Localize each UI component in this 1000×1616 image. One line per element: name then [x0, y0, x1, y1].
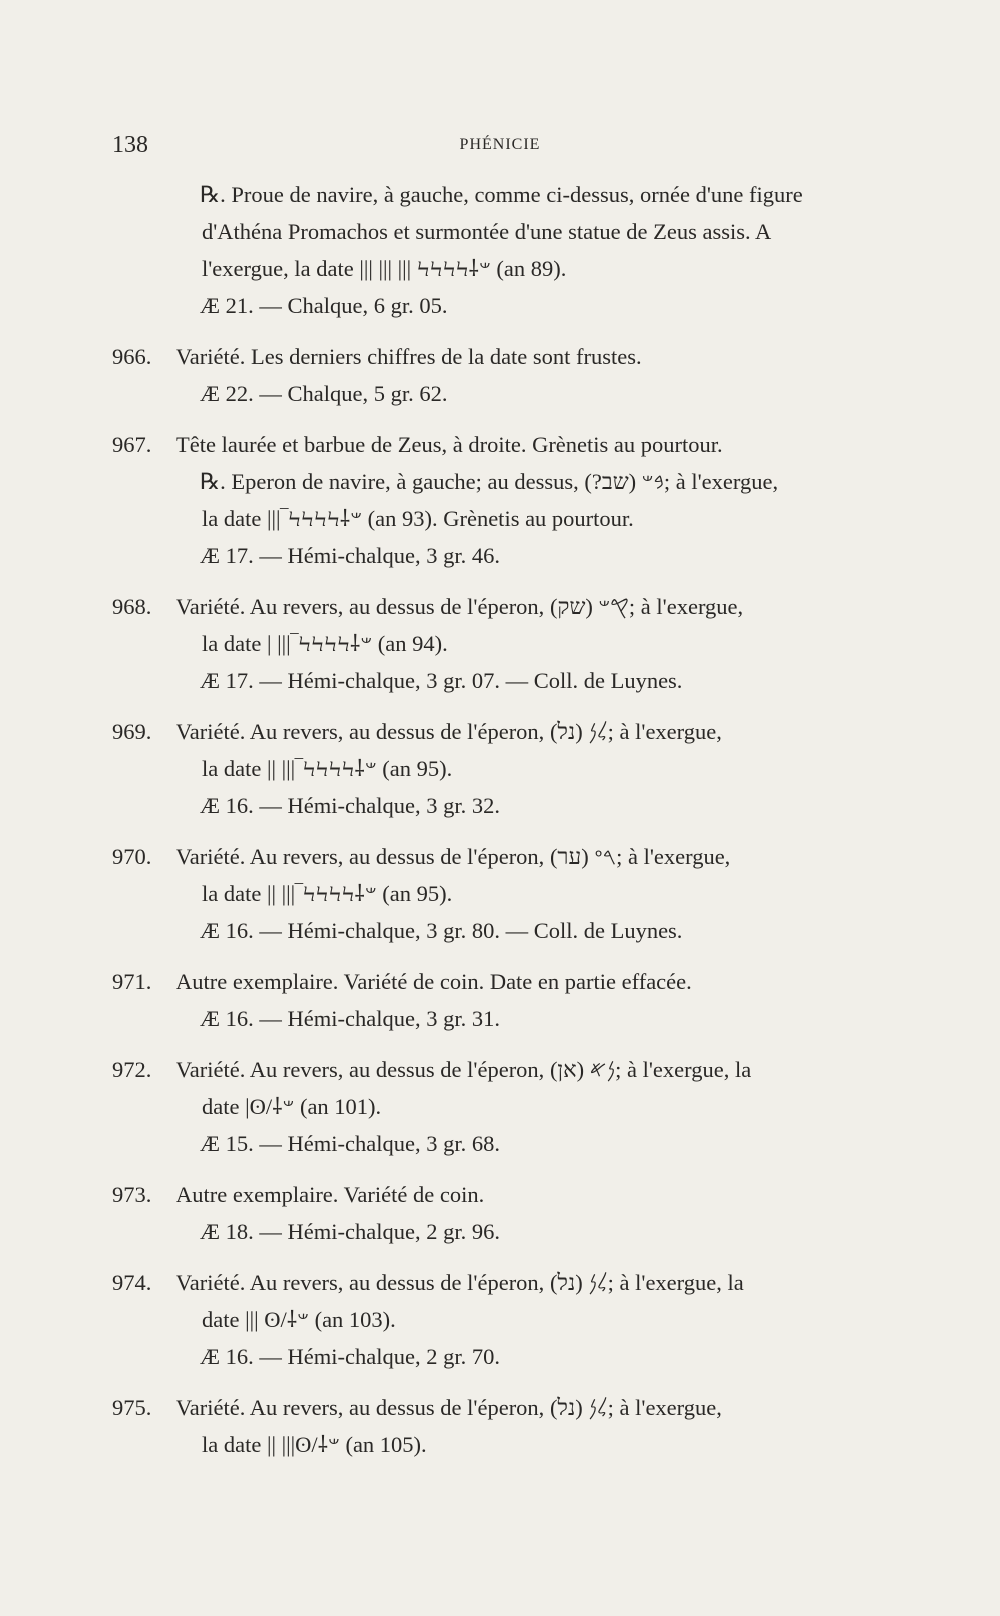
entry-line	[112, 213, 902, 250]
entry-line	[112, 875, 902, 912]
entry-number: 970.	[112, 844, 152, 869]
entry-text: Æ 22. — Chalque, 5 gr. 62.	[200, 381, 448, 406]
entry-line	[112, 787, 902, 824]
entry-text: Variété. Au revers, au dessus de l'éperon, 𐤋𐤍 (נל); à l'exergue, la	[176, 1270, 744, 1295]
entry-text: la date | |||‾ϞϞϞϞ⸸𐤔 (an 94).	[202, 631, 448, 656]
entry-number: 972.	[112, 1057, 152, 1082]
catalogue-entry	[112, 1051, 902, 1162]
catalogue-entries	[112, 176, 902, 1477]
entry-text: Æ 16. — Hémi-chalque, 3 gr. 32.	[200, 793, 500, 818]
entry-number: 969.	[112, 719, 152, 744]
entry-text: Variété. Au revers, au dessus de l'éperon, 𐤍𐤀 (אן); à l'exergue, la	[176, 1057, 752, 1082]
entry-text: date |ʘ/⸸𐤔 (an 101).	[202, 1094, 382, 1119]
catalogue-entry	[112, 1264, 902, 1375]
catalogue-entry	[112, 338, 902, 412]
entry-line	[112, 1264, 902, 1301]
entry-text: la date |||‾ϞϞϞϞ⸸𐤔 (an 93). Grènetis au pourtour.	[202, 506, 634, 531]
page-number: 138	[112, 132, 148, 158]
running-title: PHÉNICIE	[459, 136, 541, 153]
entry-line	[112, 426, 902, 463]
entry-line	[112, 588, 902, 625]
entry-line	[112, 287, 902, 324]
entry-number: 971.	[112, 969, 152, 994]
entry-text: Variété. Au revers, au dessus de l'éperon, 𐤒𐤔 (שק); à l'exergue,	[176, 594, 744, 619]
entry-number: 973.	[112, 1182, 152, 1207]
catalogue-entry	[112, 1389, 902, 1463]
entry-number: 968.	[112, 594, 152, 619]
entry-line	[112, 963, 902, 1000]
entry-line	[112, 625, 902, 662]
entry-line	[112, 713, 902, 750]
entry-line	[112, 1389, 902, 1426]
entry-text: Æ 16. — Hémi-chalque, 3 gr. 31.	[200, 1006, 500, 1031]
entry-line	[112, 1426, 902, 1463]
entry-line	[112, 338, 902, 375]
entry-text: Æ 18. — Hémi-chalque, 2 gr. 96.	[200, 1219, 500, 1244]
entry-text: Autre exemplaire. Variété de coin. Date en partie effacée.	[176, 969, 692, 994]
catalogue-entry	[112, 1176, 902, 1250]
entry-text: la date || |||ʘ/⸸𐤔 (an 105).	[202, 1432, 427, 1457]
entry-text: Æ 15. — Hémi-chalque, 3 gr. 68.	[200, 1131, 500, 1156]
entry-text: Æ 17. — Hémi-chalque, 3 gr. 07. — Coll. de Luynes.	[200, 668, 683, 693]
entry-number: 974.	[112, 1270, 152, 1295]
entry-text: la date || |||‾ϞϞϞϞ⸸𐤔 (an 95).	[202, 756, 453, 781]
entry-text: Æ 16. — Hémi-chalque, 3 gr. 80. — Coll. de Luynes.	[200, 918, 683, 943]
entry-line	[112, 838, 902, 875]
entry-number: 966.	[112, 344, 152, 369]
page-header	[0, 132, 1000, 162]
entry-line	[112, 500, 902, 537]
entry-text: d'Athéna Promachos et surmontée d'une statue de Zeus assis. A	[202, 219, 772, 244]
catalogue-entry	[112, 963, 902, 1037]
catalogue-entry	[112, 176, 902, 324]
entry-line	[112, 750, 902, 787]
catalogue-entry	[112, 588, 902, 699]
entry-line	[112, 1088, 902, 1125]
entry-line	[112, 662, 902, 699]
entry-line	[112, 1338, 902, 1375]
entry-line	[112, 1176, 902, 1213]
entry-text: Variété. Au revers, au dessus de l'éperon, 𐤋𐤍 (נל); à l'exergue,	[176, 719, 722, 744]
entry-text: la date || |||‾ϞϞϞϞ⸸𐤔 (an 95).	[202, 881, 453, 906]
entry-text: Æ 16. — Hémi-chalque, 2 gr. 70.	[200, 1344, 500, 1369]
entry-text: Variété. Au revers, au dessus de l'éperon, 𐤓𐤏 (ער); à l'exergue,	[176, 844, 731, 869]
entry-line	[112, 176, 902, 213]
entry-line	[112, 1125, 902, 1162]
entry-text: Æ 21. — Chalque, 6 gr. 05.	[200, 293, 448, 318]
entry-text: Autre exemplaire. Variété de coin.	[176, 1182, 485, 1207]
entry-line	[112, 912, 902, 949]
catalogue-entry	[112, 426, 902, 574]
catalogue-entry	[112, 713, 902, 824]
entry-text: Variété. Les derniers chiffres de la date sont frustes.	[176, 344, 642, 369]
entry-text: Tête laurée et barbue de Zeus, à droite. Grènetis au pourtour.	[176, 432, 723, 457]
entry-text: Variété. Au revers, au dessus de l'éperon, 𐤋𐤍 (נל); à l'exergue,	[176, 1395, 722, 1420]
entry-text: l'exergue, la date ||| ||| ||| ϞϞϞϞ⸸𐤔 (an 89).	[202, 256, 567, 281]
catalogue-entry	[112, 838, 902, 949]
entry-line	[112, 375, 902, 412]
entry-text: ℞. Eperon de navire, à gauche; au dessus, 𐤁𐤔 (שב?); à l'exergue,	[200, 469, 779, 494]
entry-line	[112, 1000, 902, 1037]
entry-line	[112, 250, 902, 287]
entry-line	[112, 537, 902, 574]
entry-line	[112, 1301, 902, 1338]
entry-line	[112, 463, 902, 500]
entry-text: ℞. Proue de navire, à gauche, comme ci-dessus, ornée d'une figure	[200, 182, 803, 207]
entry-number: 975.	[112, 1395, 152, 1420]
entry-number: 967.	[112, 432, 152, 457]
entry-text: date ||| ʘ/⸸𐤔 (an 103).	[202, 1307, 396, 1332]
entry-text: Æ 17. — Hémi-chalque, 3 gr. 46.	[200, 543, 500, 568]
entry-line	[112, 1051, 902, 1088]
entry-line	[112, 1213, 902, 1250]
